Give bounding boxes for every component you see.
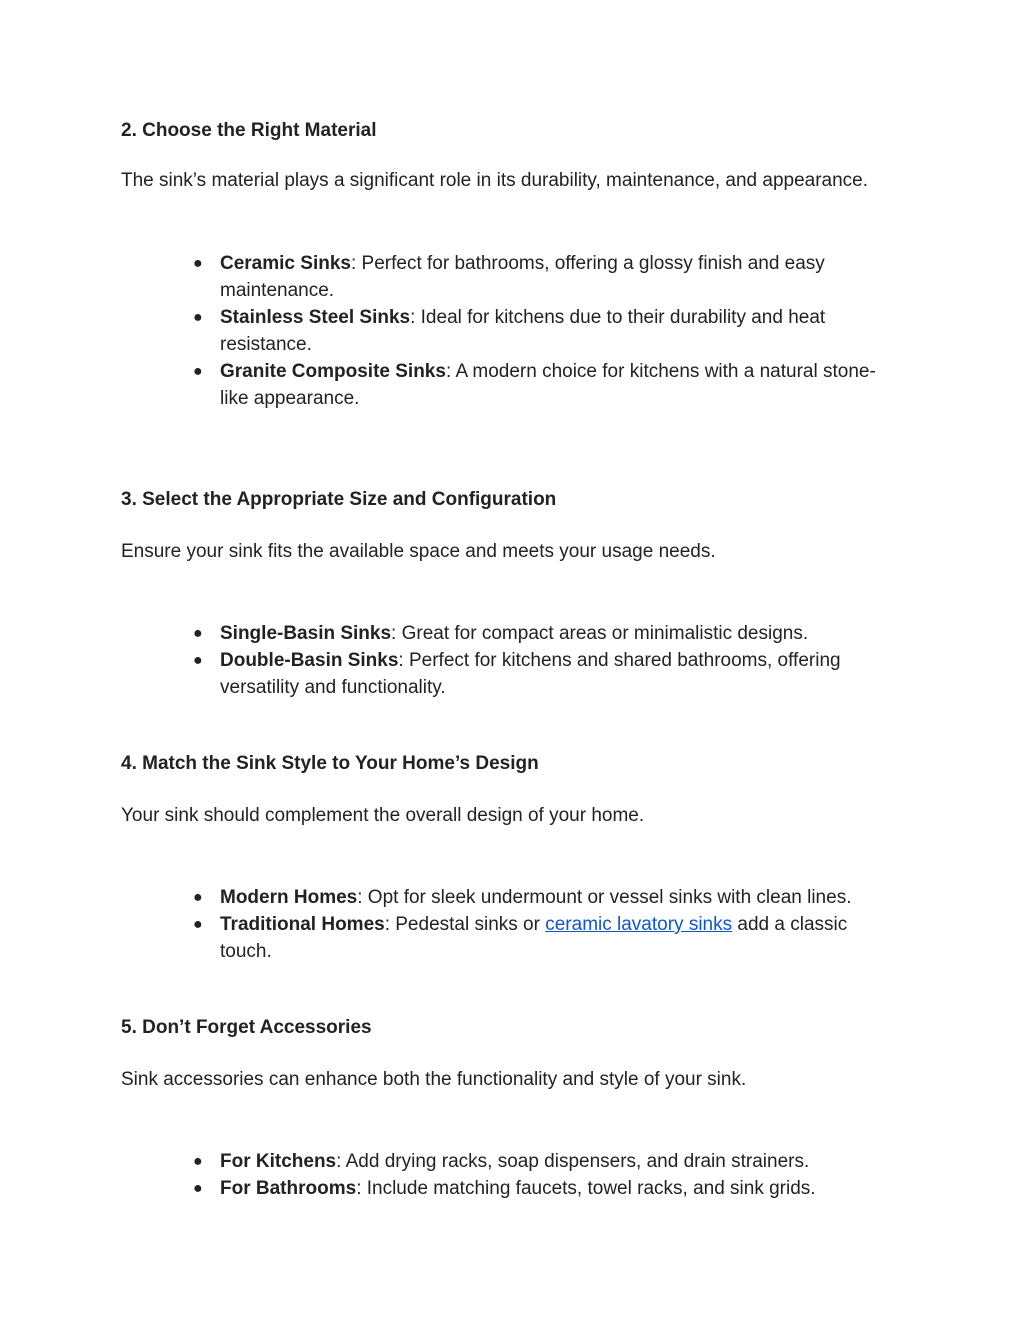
bullet-icon: ● <box>193 363 203 380</box>
list-item <box>121 620 900 647</box>
list-item <box>121 304 900 358</box>
section-intro: Sink accessories can enhance both the functionality and style of your sink. <box>121 1069 747 1090</box>
item-term: Ceramic Sinks <box>220 253 351 274</box>
item-text: : Opt for sleek undermount or vessel sinks with clean lines. <box>357 887 852 908</box>
item-term: For Kitchens <box>220 1151 337 1172</box>
section-heading: 2. Choose the Right Material <box>121 120 377 141</box>
list-item <box>121 911 900 965</box>
item-text: : Pedestal sinks or <box>384 914 546 935</box>
section-material <box>121 118 911 412</box>
item-text: add a classic touch. <box>220 914 848 962</box>
list-item <box>121 647 900 701</box>
bullet-icon: ● <box>193 652 203 669</box>
bullet-icon: ● <box>193 1153 203 1170</box>
item-term: Double-Basin Sinks <box>220 650 399 671</box>
section-intro: Ensure your sink fits the available space and meets your usage needs. <box>121 541 716 562</box>
bullet-icon: ● <box>193 1180 203 1197</box>
bullet-list <box>121 620 911 701</box>
list-item <box>121 250 900 304</box>
bullet-list <box>121 1148 911 1202</box>
item-term: Traditional Homes <box>220 914 385 935</box>
bullet-icon: ● <box>193 309 203 326</box>
item-term: Stainless Steel Sinks <box>220 307 411 328</box>
bullet-list <box>121 250 911 412</box>
item-text: : Great for compact areas or minimalistic designs. <box>391 623 809 644</box>
item-text: : Ideal for kitchens due to their durability and heat resistance. <box>220 307 826 355</box>
section-size <box>121 487 911 701</box>
section-intro: Your sink should complement the overall design of your home. <box>121 805 645 826</box>
item-text: : Add drying racks, soap dispensers, and drain strainers. <box>336 1151 810 1172</box>
list-item <box>121 1175 900 1202</box>
section-intro: The sink’s material plays a significant role in its durability, maintenance, and appearance. <box>121 170 869 191</box>
section-heading: 4. Match the Sink Style to Your Home’s Design <box>121 753 539 774</box>
item-text: : Perfect for kitchens and shared bathrooms, offering versatility and functionality. <box>220 650 841 698</box>
item-term: Single-Basin Sinks <box>220 623 392 644</box>
list-item <box>121 1148 900 1175</box>
section-style <box>121 751 911 965</box>
list-item <box>121 884 900 911</box>
item-text: : Include matching faucets, towel racks, and sink grids. <box>356 1178 816 1199</box>
item-text: : A modern choice for kitchens with a natural stone-like appearance. <box>220 361 876 409</box>
ceramic-lavatory-sinks-link[interactable]: ceramic lavatory sinks <box>545 914 733 935</box>
bullet-icon: ● <box>193 625 203 642</box>
item-term: Modern Homes <box>220 887 358 908</box>
bullet-icon: ● <box>193 916 203 933</box>
list-item <box>121 358 900 412</box>
bullet-list <box>121 884 911 965</box>
item-text: : Perfect for bathrooms, offering a glossy finish and easy maintenance. <box>220 253 825 301</box>
bullet-icon: ● <box>193 889 203 906</box>
bullet-icon: ● <box>193 255 203 272</box>
section-heading: 3. Select the Appropriate Size and Configuration <box>121 489 557 510</box>
section-heading: 5. Don’t Forget Accessories <box>121 1017 372 1038</box>
section-accessories <box>121 1015 911 1202</box>
item-term: For Bathrooms <box>220 1178 357 1199</box>
item-term: Granite Composite Sinks <box>220 361 446 382</box>
